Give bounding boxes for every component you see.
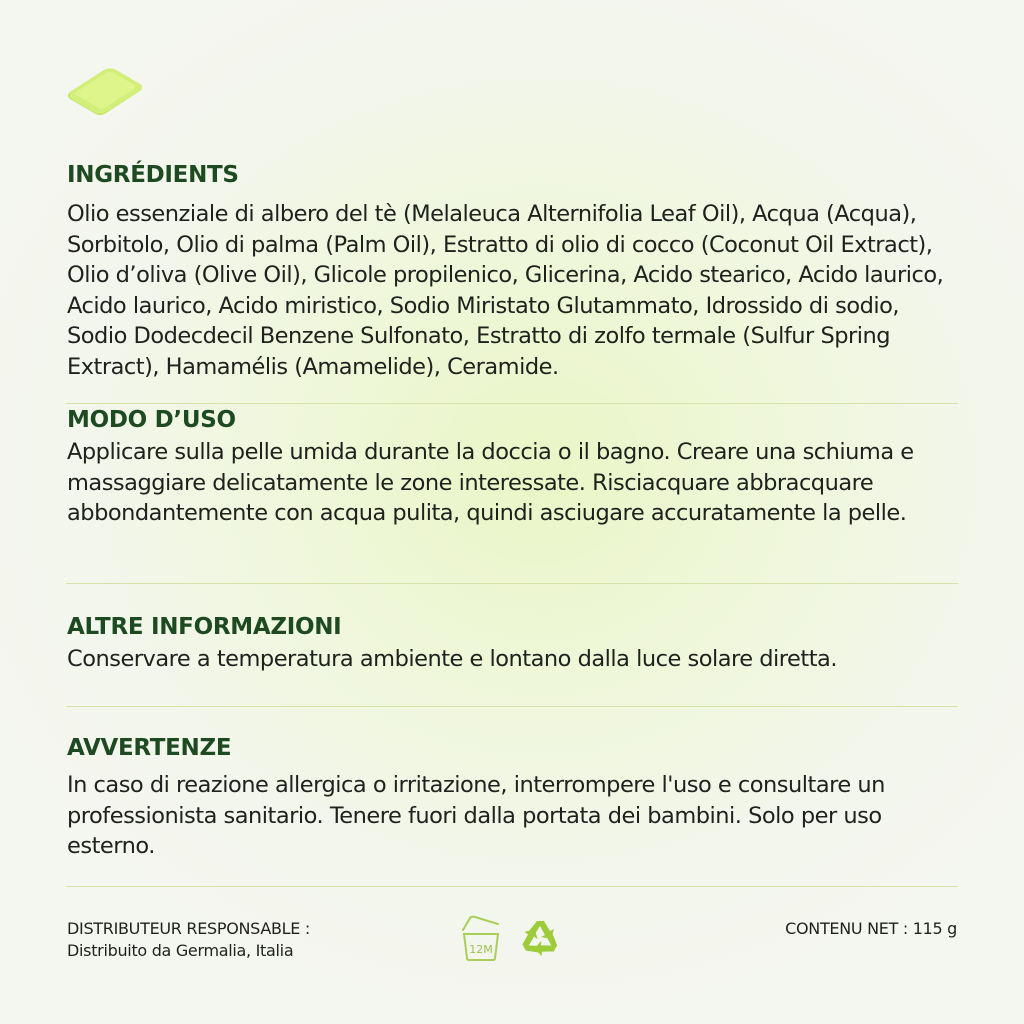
soap-bar-icon	[66, 62, 144, 118]
divider	[66, 403, 958, 404]
open-jar-pao-icon	[463, 917, 498, 960]
pao-label: 12M	[469, 943, 493, 956]
divider	[66, 583, 958, 584]
ingredients-text: Olio essenziale di albero del tè (Melaleuca Alternifolia Leaf Oil), Acqua (Acqua), Sorbitolo, Olio di palma (Palm Oil), Estratto di olio di cocco (Coconut Oil Extract), Olio d’oliva (Olive Oil), Glicole propilenico, Glicerina, Acido stearico, Acido laurico, Acido laurico, Acido miristico, Sodio Miristato Glutammato, Idrossido di sodio, Sodio Dodecdecil Benzene Sulfonato, Estratto di zolfo termale (Sulfur Spring Extract), Hamamélis (Amamelide), Ceramide.	[67, 201, 944, 380]
recycle-icon	[517, 921, 561, 960]
net-content: CONTENU NET : 115 g	[785, 919, 957, 938]
footer-icons	[458, 914, 568, 964]
distributor-value: Distribuito da Germalia, Italia	[67, 941, 294, 960]
warnings-heading: AVVERTENZE	[67, 735, 232, 761]
other-info-text: Conservare a temperatura ambiente e lontano dalla luce solare diretta.	[67, 646, 837, 672]
distributor-info	[67, 918, 310, 962]
ingredients-section	[67, 160, 957, 382]
warnings-text: In caso di reazione allergica o irritazione, interrompere l'uso e consultare un professionista sanitario. Tenere fuori dalla portata dei bambini. Solo per uso esterno.	[67, 772, 885, 859]
other-info-section	[67, 612, 957, 675]
usage-text: Applicare sulla pelle umida durante la doccia o il bagno. Creare una schiuma e massaggiare delicatamente le zone interessate. Risciacquare abbracquare abbondantemente con acqua pulita, quindi asciugare accuratamente la pelle.	[67, 439, 914, 526]
ingredients-heading: INGRÉDIENTS	[67, 162, 239, 188]
other-info-heading: ALTRE INFORMAZIONI	[67, 614, 342, 640]
usage-section	[67, 405, 957, 529]
divider	[66, 706, 958, 707]
distributor-label: DISTRIBUTEUR RESPONSABLE :	[67, 919, 310, 938]
usage-heading: MODO D’USO	[67, 407, 236, 433]
divider	[66, 886, 958, 887]
warnings-section	[67, 733, 957, 862]
